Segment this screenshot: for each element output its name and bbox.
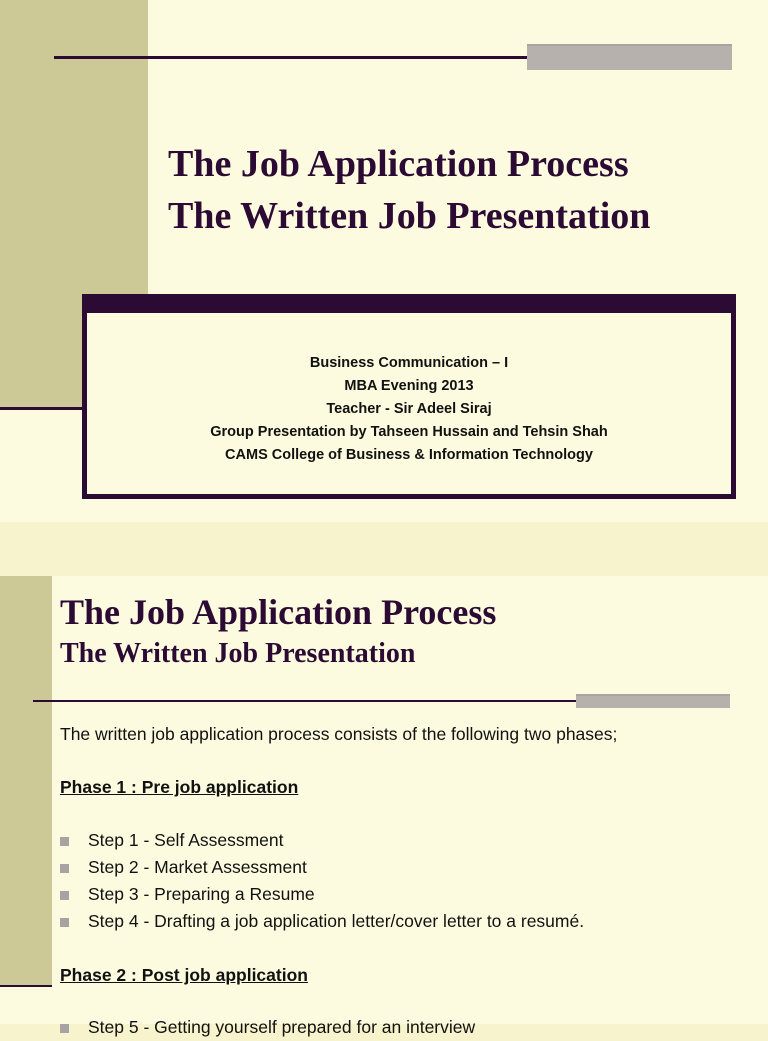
step-text: Step 2 - Market Assessment xyxy=(88,857,307,877)
bullet-square-icon xyxy=(60,891,69,900)
program-name: MBA Evening 2013 xyxy=(344,378,474,394)
accent-bar xyxy=(527,44,732,70)
course-name: Business Communication – I xyxy=(309,355,509,371)
list-item xyxy=(60,827,584,854)
side-rule xyxy=(0,407,84,410)
list-item xyxy=(60,881,584,908)
info-box-content xyxy=(87,313,731,494)
step-text: Step 5 - Getting yourself prepared for an interview xyxy=(88,1017,476,1037)
list-item xyxy=(60,908,584,935)
step-list xyxy=(60,827,584,935)
step-text: Step 1 - Self Assessment xyxy=(88,830,284,850)
slide-title-line1: The Job Application Process xyxy=(168,143,629,185)
bullet-square-icon xyxy=(60,918,69,927)
bullet-square-icon xyxy=(60,864,69,873)
slide-title-line1: The Job Application Process xyxy=(60,592,497,632)
presenters: Group Presentation by Tahseen Hussain and Tehsin Shah xyxy=(210,424,608,440)
side-band xyxy=(0,576,52,986)
info-box xyxy=(82,294,736,499)
college-name: CAMS College of Business & Information Technology xyxy=(225,447,593,463)
bullet-square-icon xyxy=(60,1024,69,1033)
step-text: Step 3 - Preparing a Resume xyxy=(88,884,315,904)
slide-title-line2: The Written Job Presentation xyxy=(168,195,651,237)
list-item xyxy=(60,854,584,881)
side-rule xyxy=(0,985,52,987)
accent-bar xyxy=(576,694,730,708)
phase1-heading: Phase 1 : Pre job application xyxy=(60,777,299,797)
content-slide xyxy=(0,576,768,1037)
bullet-square-icon xyxy=(60,837,69,846)
teacher-name: Teacher - Sir Adeel Siraj xyxy=(326,401,492,417)
phase2-heading: Phase 2 : Post job application xyxy=(60,965,308,985)
list-item xyxy=(60,1014,475,1041)
intro-text: The written job application process consists of the following two phases; xyxy=(60,724,618,744)
slide-subtitle: The Written Job Presentation xyxy=(60,638,416,669)
step-text: Step 4 - Drafting a job application letter/cover letter to a resumé. xyxy=(88,911,585,931)
